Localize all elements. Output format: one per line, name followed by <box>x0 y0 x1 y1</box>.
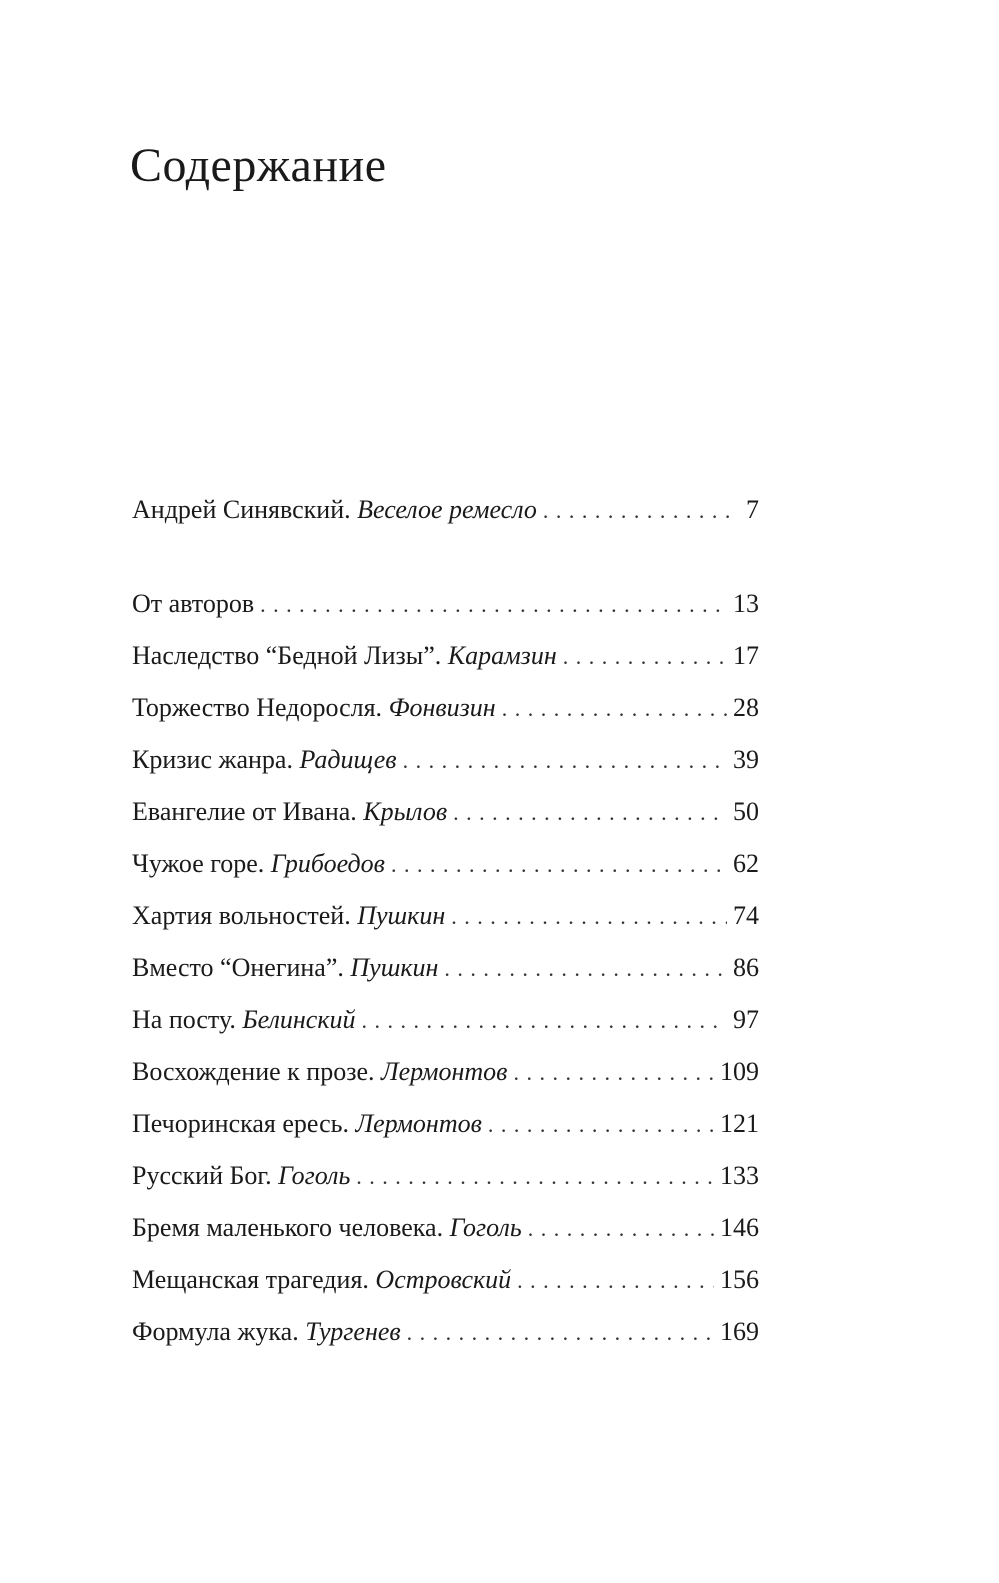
toc-entry[interactable] <box>132 1046 759 1098</box>
dot-leader <box>543 485 739 537</box>
toc-page-number: 86 <box>733 953 759 982</box>
dot-leader <box>453 787 727 839</box>
toc-page-number: 133 <box>720 1161 759 1190</box>
toc-entry-subject: Грибоедов <box>270 849 385 878</box>
toc-entry-subject: Радищев <box>299 745 397 774</box>
toc-entry[interactable] <box>132 1098 759 1150</box>
toc-entry-subject: Островский <box>375 1265 512 1294</box>
toc-entry-subject: Гоголь <box>449 1213 522 1242</box>
toc-entry-title: От авторов <box>132 589 255 618</box>
toc-entry-title: Торжество Недоросля. <box>132 693 389 722</box>
toc-entry[interactable] <box>132 1254 759 1306</box>
toc-entry-title: Вместо “Онегина”. <box>132 953 351 982</box>
toc-page-number: 169 <box>720 1317 759 1346</box>
dot-leader <box>391 839 727 891</box>
toc-page-number: 109 <box>720 1057 759 1086</box>
toc-entry[interactable] <box>132 578 759 630</box>
toc-entry-title: Формула жука. <box>132 1317 306 1346</box>
toc-entry-subject: Карамзин <box>447 641 557 670</box>
toc-entry[interactable] <box>132 630 759 682</box>
toc-entry-title: Печоринская ересь. <box>132 1109 356 1138</box>
toc-entry[interactable] <box>132 1150 759 1202</box>
table-of-contents <box>132 484 759 1358</box>
toc-entry-title: Евангелие от Ивана. <box>132 797 364 826</box>
toc-entry-subject: Веселое ремесло <box>357 495 537 524</box>
toc-page-number: 7 <box>746 495 759 524</box>
toc-entry[interactable] <box>132 838 759 890</box>
toc-entry[interactable] <box>132 682 759 734</box>
toc-entry[interactable] <box>132 734 759 786</box>
toc-page-number: 17 <box>733 641 759 670</box>
toc-entry-subject: Пушкин <box>350 953 439 982</box>
toc-entry[interactable] <box>132 890 759 942</box>
dot-leader <box>260 579 727 631</box>
toc-entry-title: Мещанская трагедия. <box>132 1265 376 1294</box>
dot-leader <box>356 1151 714 1203</box>
toc-page-number: 39 <box>733 745 759 774</box>
toc-page-number: 13 <box>733 589 759 618</box>
dot-leader <box>451 891 727 943</box>
dot-leader <box>444 943 727 995</box>
toc-entry[interactable] <box>132 786 759 838</box>
toc-entry[interactable] <box>132 994 759 1046</box>
toc-page-number: 28 <box>733 693 759 722</box>
toc-entry-subject: Белинский <box>242 1005 356 1034</box>
toc-page-number: 50 <box>733 797 759 826</box>
dot-leader <box>517 1255 714 1307</box>
toc-entry-title: Чужое горе. <box>132 849 271 878</box>
dot-leader <box>528 1203 714 1255</box>
dot-leader <box>362 995 727 1047</box>
dot-leader <box>407 1307 714 1359</box>
toc-page-number: 97 <box>733 1005 759 1034</box>
toc-entry-title: Наследство “Бедной Лизы”. <box>132 641 448 670</box>
dot-leader <box>513 1047 714 1099</box>
toc-entry-subject: Пушкин <box>357 901 446 930</box>
toc-entry-subject: Гоголь <box>278 1161 351 1190</box>
toc-entry-subject: Крылов <box>363 797 448 826</box>
toc-page-number: 74 <box>733 901 759 930</box>
toc-entry-title: На посту. <box>132 1005 243 1034</box>
dot-leader <box>403 735 727 787</box>
toc-entry[interactable] <box>132 1306 759 1358</box>
dot-leader <box>563 631 727 683</box>
toc-entry-title: Восхождение к прозе. <box>132 1057 382 1086</box>
toc-entry[interactable] <box>132 1202 759 1254</box>
toc-entry[interactable] <box>132 484 759 536</box>
toc-entry-subject: Тургенев <box>305 1317 401 1346</box>
toc-page-number: 121 <box>720 1109 759 1138</box>
toc-entry-title: Бремя маленького человека. <box>132 1213 450 1242</box>
toc-entry-subject: Фонвизин <box>388 693 496 722</box>
toc-page-number: 146 <box>720 1213 759 1242</box>
toc-entry-title: Андрей Синявский. <box>132 495 358 524</box>
page-title: Содержание <box>130 139 387 192</box>
toc-entry-title: Кризис жанра. <box>132 745 300 774</box>
toc-entry[interactable] <box>132 942 759 994</box>
dot-leader <box>502 683 727 735</box>
toc-page-number: 156 <box>720 1265 759 1294</box>
toc-entry-title: Русский Бог. <box>132 1161 279 1190</box>
toc-page-number: 62 <box>733 849 759 878</box>
dot-leader <box>488 1099 714 1151</box>
toc-entry-title: Хартия вольностей. <box>132 901 358 930</box>
toc-entry-subject: Лермонтов <box>381 1057 508 1086</box>
toc-entry-subject: Лермонтов <box>355 1109 482 1138</box>
